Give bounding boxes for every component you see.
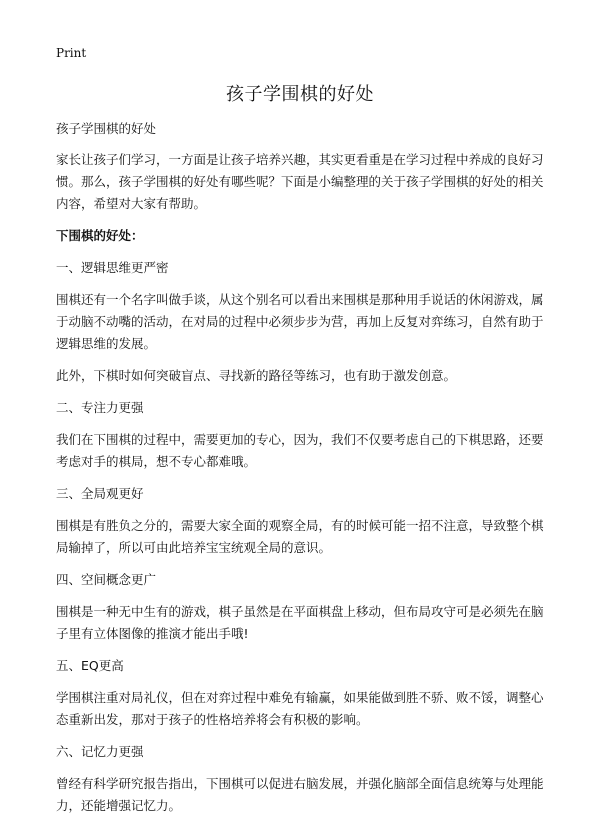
intro-paragraph: 家长让孩子们学习，一方面是让孩子培养兴趣，其实更看重是在学习过程中养成的良好习惯。那么，孩子学围棋的好处有哪些呢？下面是小编整理的关于孩子学围棋的好处的相关内容，希望对大家有帮助。 xyxy=(56,152,544,211)
section-paragraph: 学围棋注重对局礼仪，但在对弈过程中难免有输赢，如果能做到胜不骄、败不馁，调整心态重新出发，那对于孩子的性格培养将会有积极的影响。 xyxy=(56,690,544,727)
section-heading: 五、EQ更高 xyxy=(56,658,124,673)
print-link[interactable]: Print xyxy=(56,46,87,60)
section-heading: 四、空间概念更广 xyxy=(56,572,157,587)
section-paragraph: 围棋是有胜负之分的，需要大家全面的观察全局，有的时候可能一招不注意，导致整个棋局输掉了，所以可由此培养宝宝统观全局的意识。 xyxy=(56,518,544,555)
section-paragraph: 此外，下棋时如何突破盲点、寻找新的路径等练习，也有助于激发创意。 xyxy=(56,368,457,383)
article-body xyxy=(56,118,552,827)
section-paragraph: 围棋是一种无中生有的游戏，棋子虽然是在平面棋盘上移动，但布局攻守可是必须先在脑子里有立体图像的推演才能出手哦! xyxy=(56,604,544,641)
section-heading: 一、逻辑思维更严密 xyxy=(56,260,169,275)
section-heading: 六、记忆力更强 xyxy=(56,744,144,759)
section-heading: 二、专注力更强 xyxy=(56,400,144,415)
section-paragraph: 围棋还有一个名字叫做手谈，从这个别名可以看出来围棋是那种用手说话的休闲游戏，属于动脑不动嘴的活动，在对局的过程中必须步步为营，再加上反复对弈练习，自然有助于逻辑思维的发展。 xyxy=(56,292,544,351)
section-paragraph: 我们在下围棋的过程中，需要更加的专心，因为，我们不仅要考虑自己的下棋思路，还要考虑对手的棋局，想不专心都难哦。 xyxy=(56,432,544,469)
page-title: 孩子学围棋的好处 xyxy=(226,84,374,105)
section-heading: 三、全局观更好 xyxy=(56,486,144,501)
section-paragraph: 曾经有科学研究报告指出，下围棋可以促进右脑发展，并强化脑部全面信息统筹与处理能力，还能增强记忆力。 xyxy=(56,776,544,813)
benefits-heading: 下围棋的好处： xyxy=(56,228,144,243)
article-subtitle: 孩子学围棋的好处 xyxy=(56,121,157,136)
